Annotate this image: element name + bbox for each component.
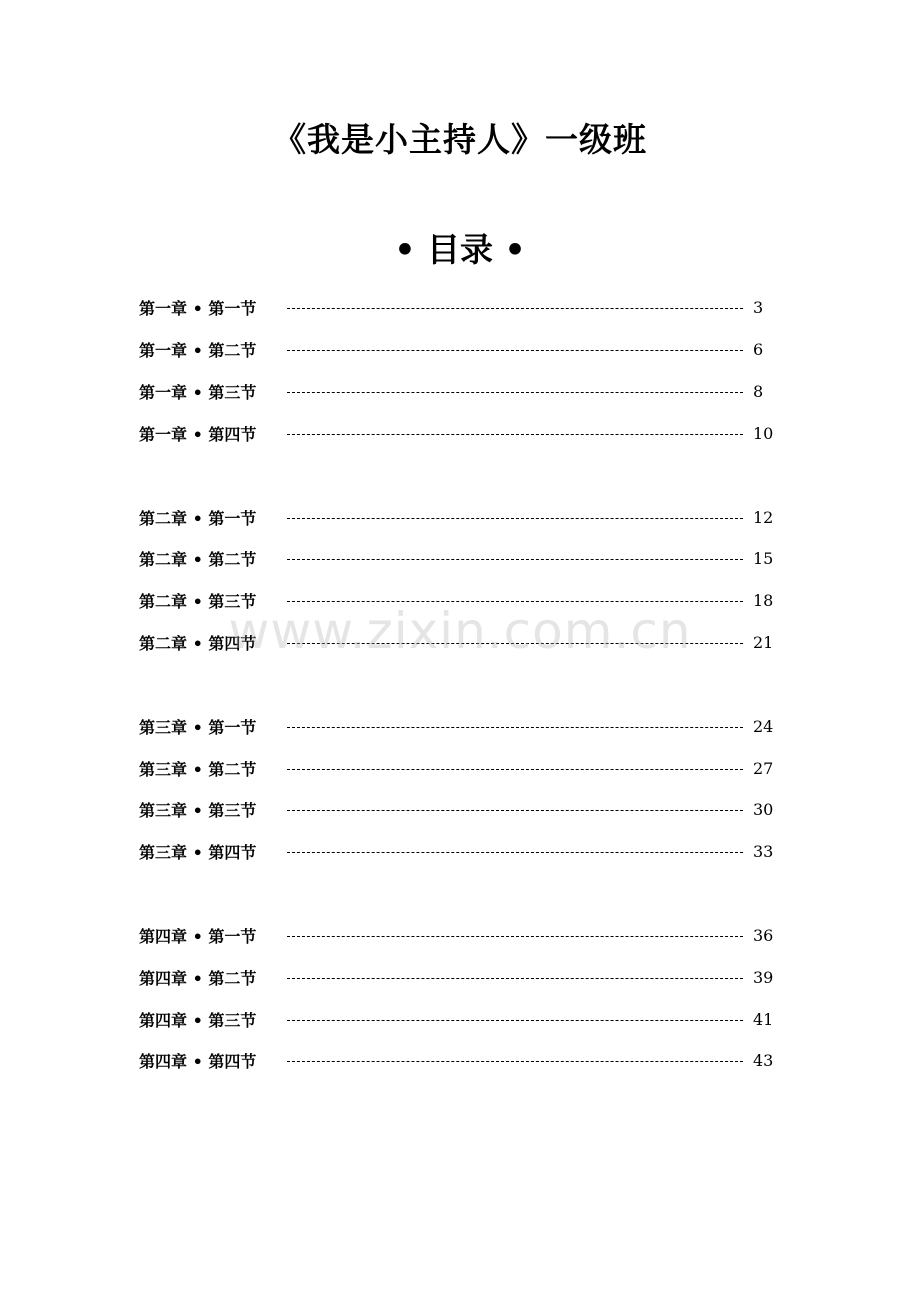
toc-entry[interactable] — [139, 580, 779, 622]
toc-entry-label: 第二章 • 第二节 — [139, 550, 257, 570]
toc-dot-leader — [287, 810, 743, 811]
toc-entry-label: 第二章 • 第一节 — [139, 508, 257, 528]
toc-dot-leader — [287, 559, 743, 560]
toc-entry[interactable] — [139, 371, 779, 413]
toc-page-number: 8 — [753, 381, 764, 401]
toc-page-number: 3 — [753, 298, 764, 318]
toc-page-number: 39 — [753, 967, 774, 987]
toc-entry[interactable] — [139, 538, 779, 580]
toc-chapter-3 — [139, 705, 779, 872]
toc-entry-label: 第一章 • 第三节 — [139, 382, 257, 402]
toc-entry[interactable] — [139, 622, 779, 664]
toc-page-number: 10 — [753, 423, 774, 443]
toc-chapter-4 — [139, 915, 779, 1082]
toc-page-number: 41 — [753, 1009, 774, 1029]
toc-dot-leader — [287, 350, 743, 351]
toc-page-number: 18 — [753, 591, 774, 611]
toc-entry[interactable] — [139, 705, 779, 747]
toc-page-number: 43 — [753, 1051, 774, 1071]
toc-dot-leader — [287, 769, 743, 770]
toc-dot-leader — [287, 727, 743, 728]
toc-entry[interactable] — [139, 329, 779, 371]
table-of-contents — [139, 287, 779, 1124]
toc-page-number: 6 — [753, 340, 764, 360]
toc-dot-leader — [287, 1020, 743, 1021]
toc-entry-label: 第三章 • 第四节 — [139, 843, 257, 863]
toc-dot-leader — [287, 518, 743, 519]
toc-entry[interactable] — [139, 789, 779, 831]
toc-entry-label: 第一章 • 第二节 — [139, 341, 257, 361]
toc-entry-label: 第三章 • 第三节 — [139, 801, 257, 821]
toc-entry[interactable] — [139, 496, 779, 538]
toc-page-number: 36 — [753, 925, 774, 945]
watermark: www.zixin.com.cn — [228, 602, 692, 660]
toc-page-number: 27 — [753, 758, 774, 778]
document-title: 《我是小主持人》一级班 — [273, 120, 647, 159]
toc-entry-label: 第一章 • 第四节 — [139, 424, 257, 444]
toc-page-number: 12 — [753, 507, 774, 527]
toc-entry[interactable] — [139, 831, 779, 873]
toc-chapter-2 — [139, 496, 779, 663]
toc-entry[interactable] — [139, 287, 779, 329]
toc-entry-label: 第四章 • 第二节 — [139, 968, 257, 988]
toc-chapter-1 — [139, 287, 779, 454]
toc-entry-label: 第四章 • 第一节 — [139, 926, 257, 946]
toc-entry-label: 第四章 • 第四节 — [139, 1052, 257, 1072]
toc-entry[interactable] — [139, 915, 779, 957]
toc-entry[interactable] — [139, 747, 779, 789]
toc-dot-leader — [287, 1061, 743, 1062]
toc-entry[interactable] — [139, 412, 779, 454]
toc-entry-label: 第三章 • 第二节 — [139, 759, 257, 779]
toc-dot-leader — [287, 601, 743, 602]
toc-heading: • 目录 • — [394, 230, 526, 269]
toc-dot-leader — [287, 936, 743, 937]
toc-dot-leader — [287, 643, 743, 644]
toc-entry-label: 第二章 • 第四节 — [139, 633, 257, 653]
toc-dot-leader — [287, 978, 743, 979]
toc-entry[interactable] — [139, 956, 779, 998]
toc-page-number: 33 — [753, 842, 774, 862]
toc-dot-leader — [287, 308, 743, 309]
toc-entry[interactable] — [139, 1040, 779, 1082]
toc-entry[interactable] — [139, 998, 779, 1040]
toc-page-number: 21 — [753, 632, 774, 652]
toc-dot-leader — [287, 434, 743, 435]
toc-dot-leader — [287, 852, 743, 853]
toc-page-number: 15 — [753, 549, 774, 569]
toc-entry-label: 第三章 • 第一节 — [139, 717, 257, 737]
toc-entry-label: 第一章 • 第一节 — [139, 299, 257, 319]
toc-entry-label: 第四章 • 第三节 — [139, 1010, 257, 1030]
toc-page-number: 30 — [753, 800, 774, 820]
toc-entry-label: 第二章 • 第三节 — [139, 592, 257, 612]
toc-page-number: 24 — [753, 716, 774, 736]
toc-dot-leader — [287, 392, 743, 393]
